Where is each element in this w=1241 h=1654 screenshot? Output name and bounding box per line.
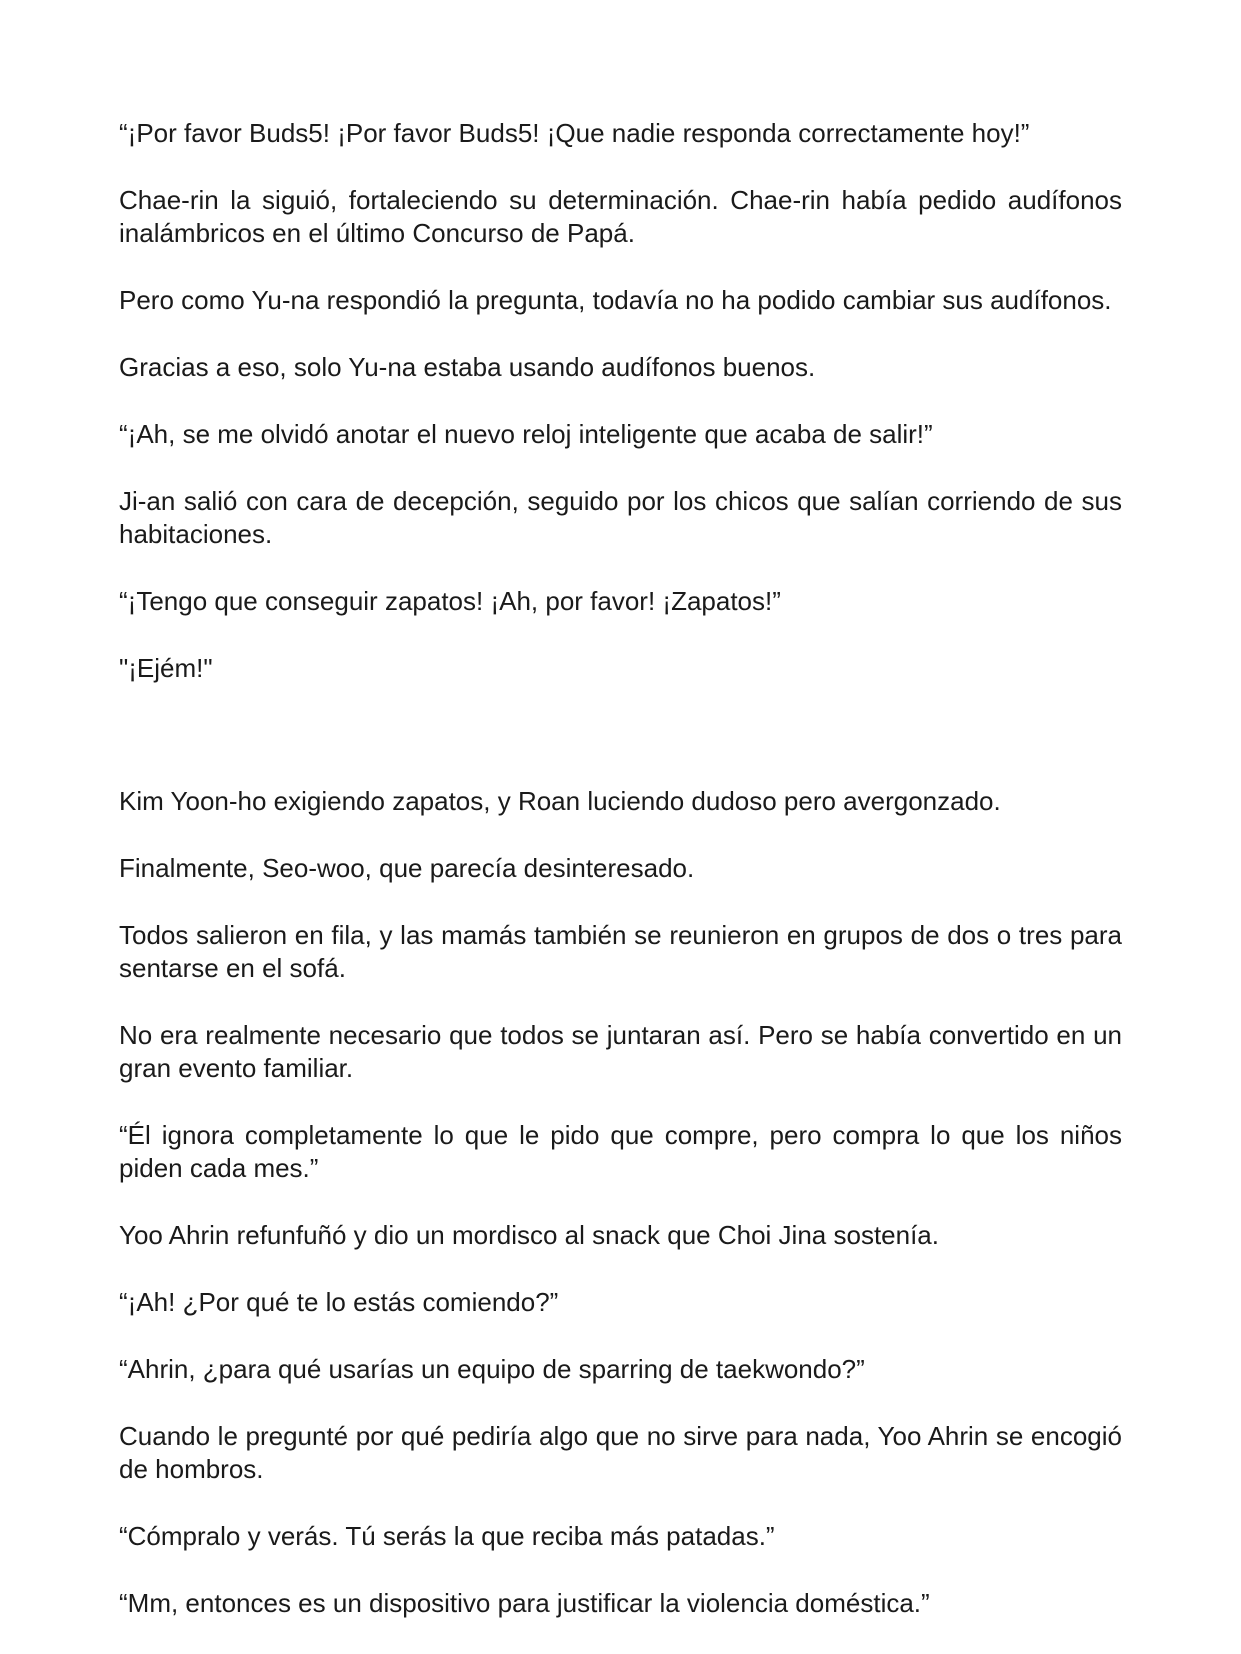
paragraph-17: Cuando le pregunté por qué pediría algo que no sirve para nada, Yoo Ahrin se encogió de hombros. — [119, 1421, 1122, 1484]
paragraph-19: “Mm, entonces es un dispositivo para justificar la violencia doméstica.” — [119, 1588, 930, 1618]
paragraph-12: No era realmente necesario que todos se juntaran así. Pero se había convertido en un gran evento familiar. — [119, 1020, 1122, 1083]
paragraph-9: Kim Yoon-ho exigiendo zapatos, y Roan luciendo dudoso pero avergonzado. — [119, 786, 1001, 816]
paragraph-11: Todos salieron en fila, y las mamás también se reunieron en grupos de dos o tres para sentarse en el sofá. — [119, 920, 1122, 983]
paragraph-14: Yoo Ahrin refunfuñó y dio un mordisco al snack que Choi Jina sostenía. — [119, 1220, 939, 1250]
document-page — [119, 117, 1122, 1654]
paragraph-3: Pero como Yu-na respondió la pregunta, todavía no ha podido cambiar sus audífonos. — [119, 285, 1112, 315]
paragraph-18: “Cómpralo y verás. Tú serás la que reciba más patadas.” — [119, 1521, 775, 1551]
paragraph-16: “Ahrin, ¿para qué usarías un equipo de sparring de taekwondo?” — [119, 1354, 865, 1384]
paragraph-1: “¡Por favor Buds5! ¡Por favor Buds5! ¡Que nadie responda correctamente hoy!” — [119, 118, 1030, 148]
paragraph-7: “¡Tengo que conseguir zapatos! ¡Ah, por favor! ¡Zapatos!” — [119, 586, 781, 616]
paragraph-10: Finalmente, Seo-woo, que parecía desinteresado. — [119, 853, 695, 883]
paragraph-5: “¡Ah, se me olvidó anotar el nuevo reloj inteligente que acaba de salir!” — [119, 419, 933, 449]
paragraph-8: "¡Ejém!" — [119, 653, 213, 683]
paragraph-6: Ji-an salió con cara de decepción, seguido por los chicos que salían corriendo de sus habitaciones. — [119, 486, 1122, 549]
paragraph-2: Chae-rin la siguió, fortaleciendo su determinación. Chae-rin había pedido audífonos inalámbricos en el último Concurso de Papá. — [119, 185, 1122, 248]
paragraph-13: “Él ignora completamente lo que le pido que compre, pero compra lo que los niños piden cada mes.” — [119, 1120, 1122, 1183]
paragraph-15: “¡Ah! ¿Por qué te lo estás comiendo?” — [119, 1287, 559, 1317]
paragraph-4: Gracias a eso, solo Yu-na estaba usando audífonos buenos. — [119, 352, 816, 382]
